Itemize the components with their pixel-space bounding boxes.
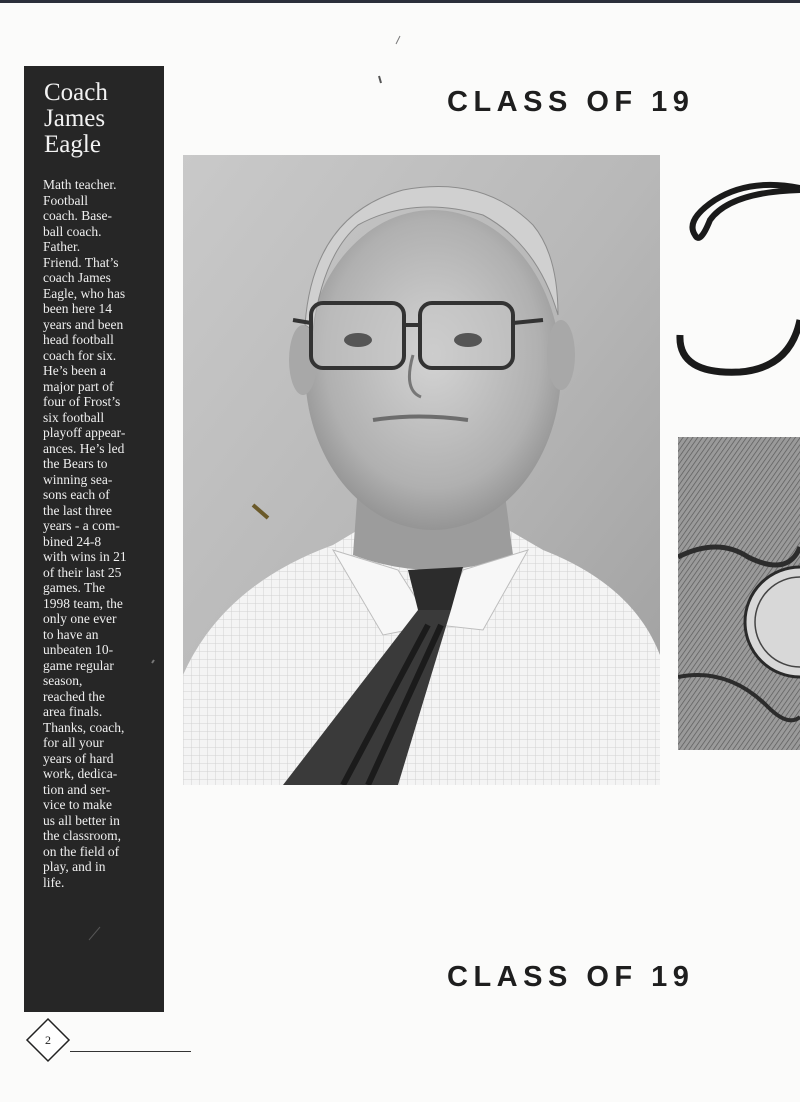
page-number: 2	[45, 1033, 51, 1047]
class-of-header-bottom: CLASS OF 19	[447, 961, 695, 993]
sidebar-body-text: Math teacher. Football coach. Base- ball coach. Father. Friend. That’s coach James Eagle, who has been here 14 years and been head football coach for six. He’s been a major part of four of Frost’s six football playoff appear- ances. He’s led the Bears to winning sea- sons each of the last three years - a com- bined 24-8 with wins in 21 of their last 25 games. The 1998 team, the only one ever to have an unbeaten 10- game regular season, reached the area finals. Thanks, coach, for all your years of hard work, dedica- tion and ser- vice to make us all better in the classroom, on the field of play, and in life.	[43, 177, 127, 890]
sidebar-title: Coach James Eagle	[44, 79, 108, 158]
class-of-header-top: CLASS OF 19	[447, 86, 695, 118]
